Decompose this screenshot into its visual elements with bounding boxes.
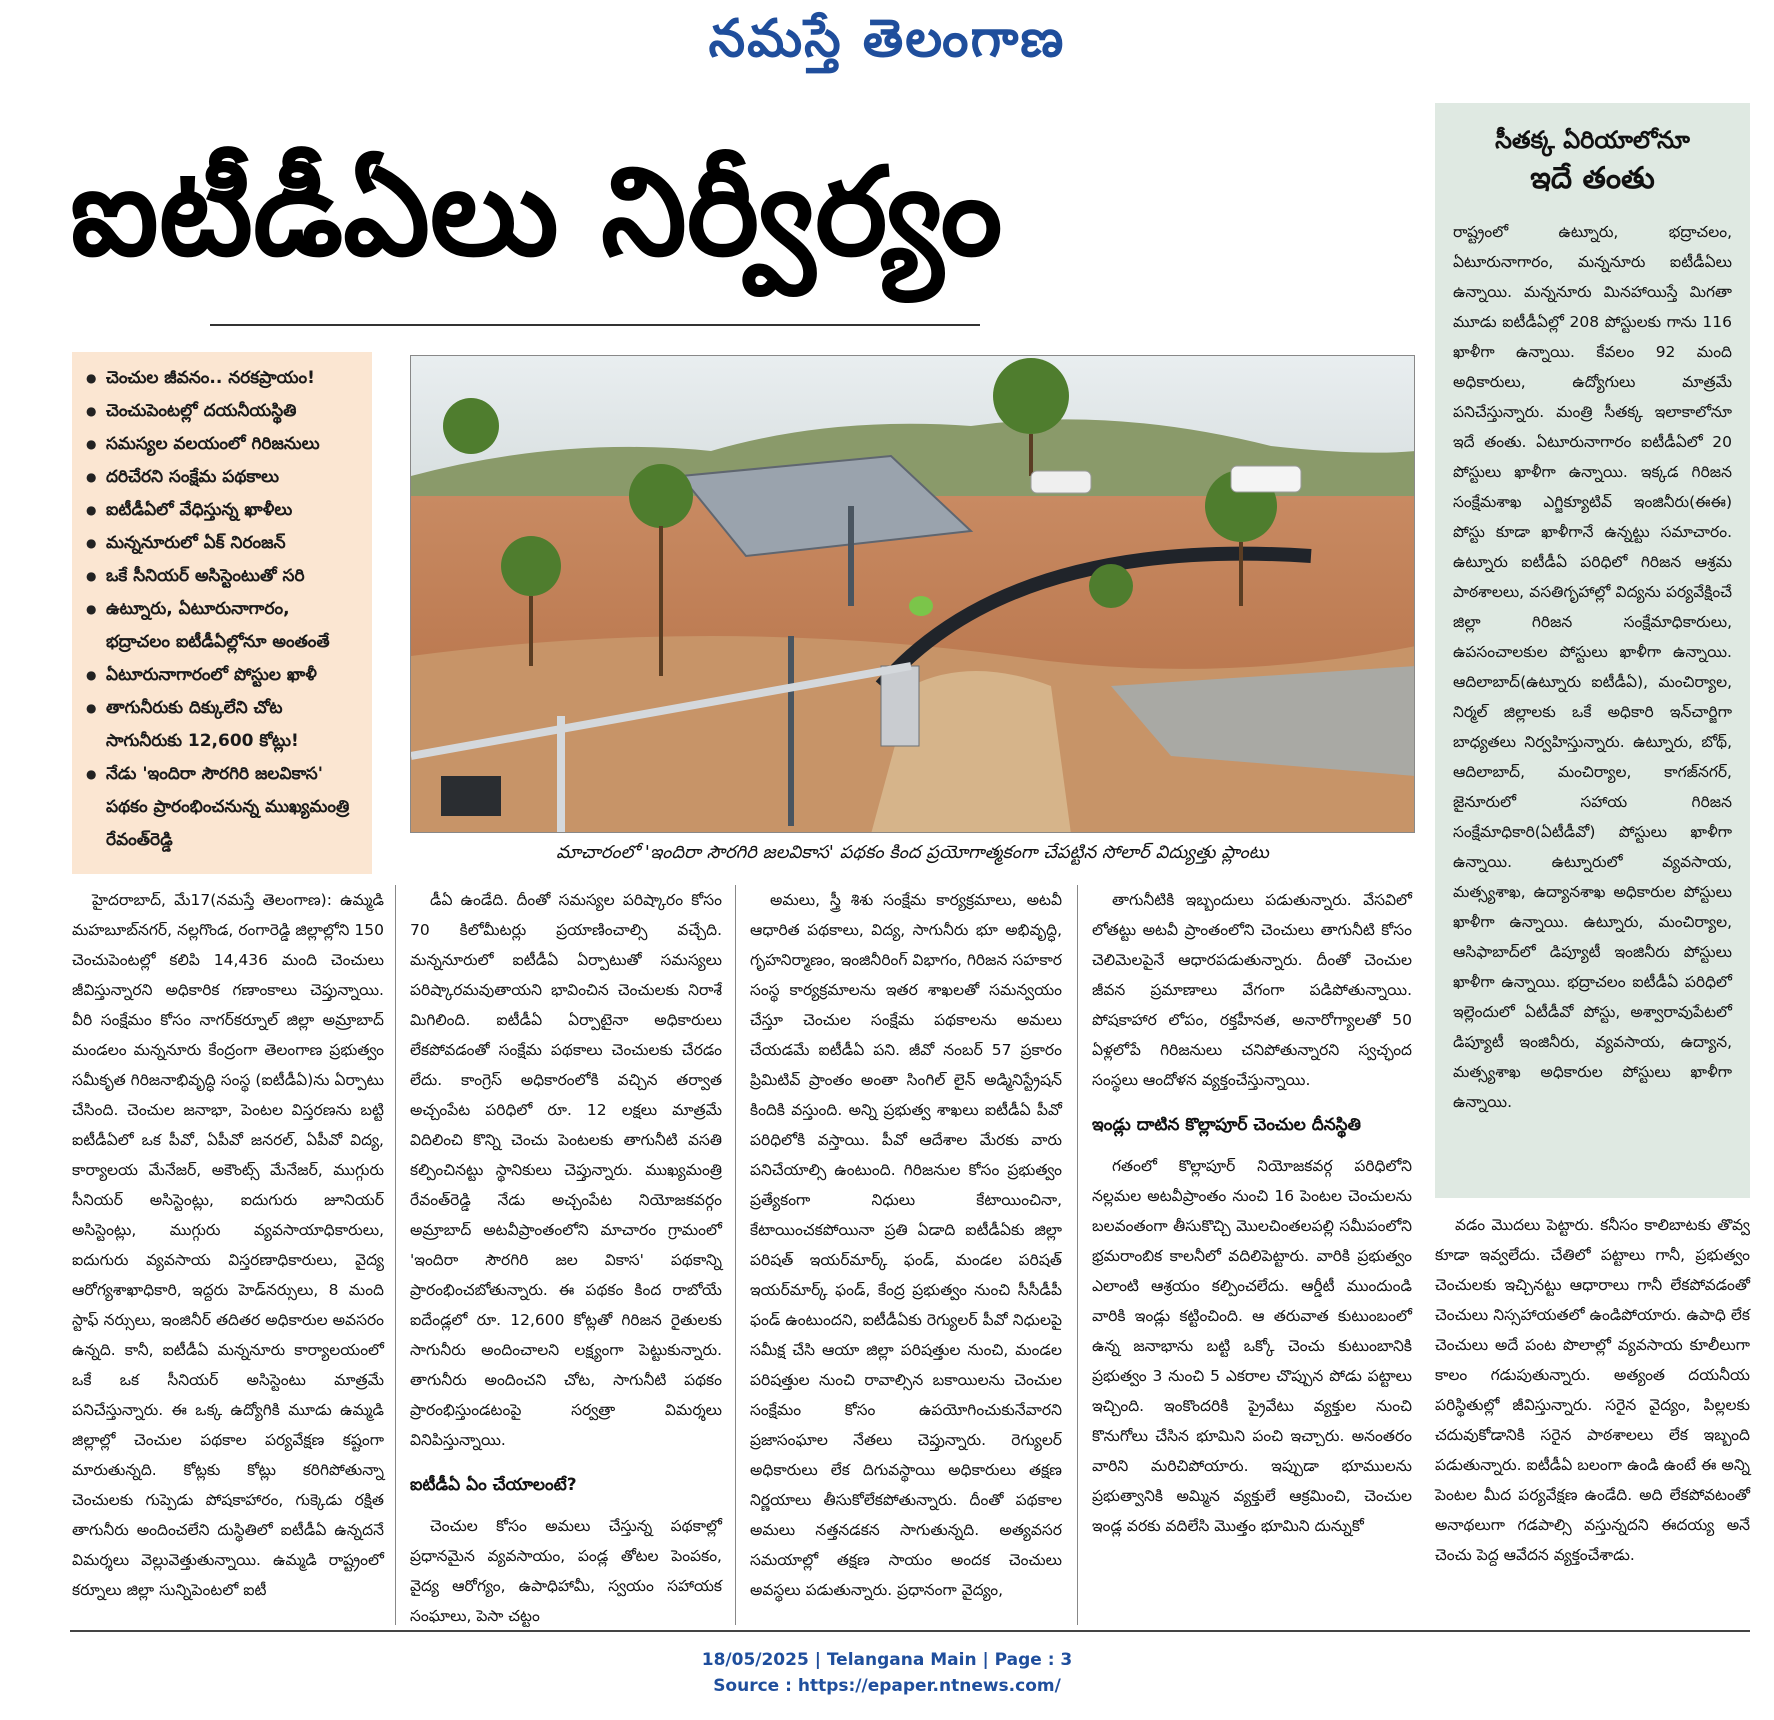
highlight-item: ● నేడు 'ఇందిరా సౌరగిరి జలవికాస' పథకం ప్రారంభించనున్న ముఖ్యమంత్రి రేవంత్‌రెడ్డి — [86, 758, 358, 857]
column-divider — [735, 885, 736, 1625]
sidebar-body: రాష్ట్రంలో ఉట్నూరు, భద్రాచలం, ఏటూరునాగారం, మన్ననూరు ఐటీడీఏలు ఉన్నాయి. మన్ననూరు మినహాయిస్తే మిగతా మూడు ఐటీడీఏల్లో 208 పోస్టులకు గాను 116 ఖాళీగా ఉన్నాయి. కేవలం 92 మంది అధికారులు, ఉద్యోగులు మాత్రమే పనిచేస్తున్నారు. మంత్రి సీతక్క ఇలాకాలోనూ ఇదే తంతు. ఏటూరునాగారం ఐటీడీఏలో 20 పోస్టులు ఖాళీగా ఉన్నాయి. ఇక్కడ గిరిజన సంక్షేమశాఖ ఎగ్జిక్యూటివ్ ఇంజినీరు(ఈఈ) పోస్టు కూడా ఖాళీగానే ఉన్నట్టు సమాచారం. ఉట్నూరు ఐటీడీఏ పరిధిలో గిరిజన ఆశ్రమ పాఠశాలలు, వసతిగృహాల్లో విద్యను పర్యవేక్షించే జిల్లా గిరిజన సంక్షేమాధికారులు, ఉపసంచాలకుల పోస్టులు ఖాళీగా ఉన్నాయి. ఆదిలాబాద్(ఉట్నూరు ఐటీడీఏ), మంచిర్యాల, నిర్మల్ జిల్లాలకు ఒకే అధికారి ఇన్‌చార్జిగా బాధ్యతలు నిర్వహిస్తున్నారు. ఉట్నూరు, బోథ్, ఆదిలాబాద్, మంచిర్యాల, కాగజ్‌నగర్, జైనూరులో సహాయ గిరిజన సంక్షేమాధికారి(ఏటీడీవో) పోస్టులు ఖాళీగా ఉన్నాయి. ఉట్నూరులో వ్యవసాయ, మత్స్యశాఖ, ఉద్యానశాఖ అధికారుల పోస్టులు ఖాళీగా ఉన్నాయి. ఉట్నూరు, మంచిర్యాల, ఆసిఫాబాద్‌లో డిప్యూటీ ఇంజినీరు పోస్టులు ఖాళీగా ఉన్నాయి. భద్రాచలం ఐటీడీఏ పరిధిలో ఇల్లెందులో ఏటీడీవో పోస్టు, అశ్వారావుపేటలో డిప్యూటీ ఇంజినీరు, వ్యవసాయ, ఉద్యాన, మత్స్యశాఖ అధికారుల పోస్టులు ఖాళీగా ఉన్నాయి. — [1453, 223, 1732, 1111]
article-paragraph: అమలు, స్త్రీ శిశు సంక్షేమ కార్యక్రమాలు, అటవీ ఆధారిత పథకాలు, విద్య, సాగునీరు భూ అభివృద్ధి, గృహనిర్మాణం, ఇంజినీరింగ్ విభాగం, గిరిజన సహకార సంస్థ కార్యక్రమాలను ఇతర శాఖలతో సమన్వయం చేస్తూ చెంచుల సంక్షేమ పథకాలను అమలు చేయడమే ఐటీడీఏ పని. జీవో నంబర్ 57 ప్రకారం ప్రిమిటివ్ ప్రాంతం అంతా సింగిల్ లైన్ అడ్మినిస్ట్రేషన్ కిందికి వస్తుంది. అన్ని ప్రభుత్వ శాఖలు ఐటీడీఏ పీవో పరిధిలోకి వస్తాయి. పీవో ఆదేశాల మేరకు వారు పనిచేయాల్సి ఉంటుంది. గిరిజనుల కోసం ప్రభుత్వం ప్రత్యేకంగా నిధులు కేటాయించినా, కేటాయించకపోయినా ప్రతి ఏడాది ఐటీడీఏకు జిల్లా పరిషత్ ఇయర్‌మార్క్ ఫండ్, మండల పరిషత్ ఇయర్‌మార్క్ ఫండ్, కేంద్ర ప్రభుత్వం నుంచి సీసీడీపీ ఫండ్ ఉంటుందని, ఐటీడీఏకు రెగ్యులర్ పీవో నిధులపై సమీక్ష చేసి ఆయా జిల్లా పరిషత్తుల నుంచి, మండల పరిషత్తుల నుంచి రావాల్సిన బకాయిలను చెంచుల సంక్షేమం కోసం ఉపయోగించుకునేవారని ప్రజాసంఘాల నేతలు చెప్తున్నారు. రెగ్యులర్ అధికారులు లేక దిగువస్థాయి అధికారులు తక్షణ నిర్ణయాలు తీసుకోలేకపోతున్నారు. దీంతో పథకాల అమలు నత్తనడకన సాగుతున్నది. అత్యవసర సమయాల్లో తక్షణ సాయం అందక చెంచులు అవస్థలు పడుతున్నారు. ప్రధానంగా వైద్యం, — [750, 891, 1062, 1599]
highlight-item: ● ఐటీడీఏలో వేధిస్తున్న ఖాళీలు — [86, 494, 358, 527]
article-paragraph: తాగునీటికి ఇబ్బందులు పడుతున్నారు. వేసవిలో లోతట్టు అటవీ ప్రాంతంలోని చెంచులు తాగునీటి కోసం చెలిమెలపైనే ఆధారపడుతున్నారు. దీంతో చెంచుల జీవన ప్రమాణాలు వేగంగా పడిపోతున్నాయి. పోషకాహార లోపం, రక్తహీనత, అనారోగ్యాలతో 50 ఏళ్లలోపే గిరిజనులు చనిపోతున్నారని స్వచ్ఛంద సంస్థలు ఆందోళన వ్యక్తంచేస్తున్నాయి. — [1092, 891, 1412, 1089]
footer-edition-info: 18/05/2025 | Telangana Main | Page : 3 — [701, 1650, 1073, 1670]
solar-plant-photo — [410, 355, 1415, 833]
article-subhead: ఐటీడీఏ ఏం చేయాలంటే? — [410, 1475, 577, 1495]
sidebar-kicker: సీతక్క ఏరియాలోనూ — [1495, 126, 1690, 154]
article-column-1 — [72, 885, 384, 1605]
headline-rule — [210, 324, 980, 326]
highlight-item: ● దరిచేరని సంక్షేమ పథకాలు — [86, 461, 358, 494]
highlights-box — [72, 352, 372, 874]
highlight-item: ● మన్ననూరులో ఏక్ నిరంజన్ — [86, 527, 358, 560]
article-column-4 — [1092, 885, 1412, 1541]
article-paragraph: చెంచుల కోసం అమలు చేస్తున్న పథకాల్లో ప్రధానమైన వ్యవసాయం, పండ్ల తోటల పెంపకం, వైద్య ఆరోగ్యం, ఉపాధిహామీ, స్వయం సహాయక సంఘాలు, పెసా చట్టం — [410, 1517, 722, 1625]
article-paragraph: వడం మొదలు పెట్టారు. కనీసం కాలిబాటకు తొవ్వ కూడా ఇవ్వలేదు. చేతిలో పట్టాలు గానీ, ప్రభుత్వం చెంచులకు ఇచ్చినట్టు ఆధారాలు గానీ లేకపోవడంతో చెంచులు నిస్సహాయతలో ఉండిపోయారు. ఉపాధి లేక చెంచులు అదే పంట పొలాల్లో వ్యవసాయ కూలీలుగా కాలం గడుపుతున్నారు. అత్యంత దయనీయ పరిస్థితుల్లో జీవిస్తున్నారు. సరైన వైద్యం, పిల్లలకు చదువుకోడానికి సరైన పాఠశాలలు లేక ఇబ్బంది పడుతున్నారు. ఐటీడీఏ బలంగా ఉండి ఉంటే ఈ అన్ని పెంటల మీద పర్యవేక్షణ ఉండేది. అది లేకపోవటంతో అనాథలుగా గడపాల్సి వస్తున్నదని ఈదయ్య అనే చెంచు పెద్ద ఆవేదన వ్యక్తంచేశాడు. — [1435, 1216, 1750, 1564]
column-divider — [1077, 885, 1078, 1625]
article-paragraph: హైదరాబాద్, మే17(నమస్తే తెలంగాణ): ఉమ్మడి మహబూబ్‌నగర్, నల్లగొండ, రంగారెడ్డి జిల్లాల్లోని 150 చెంచుపెంటల్లో కలిపి 14,436 మంది చెంచులు జీవిస్తున్నారని అధికారిక గణాంకాలు చెప్తున్నాయి. వీరి సంక్షేమం కోసం నాగర్‌కర్నూల్ జిల్లా అమ్రాబాద్ మండలం మన్ననూరు కేంద్రంగా తెలంగాణ ప్రభుత్వం సమీకృత గిరిజనాభివృద్ధి సంస్థ (ఐటీడీఏ)ను ఏర్పాటు చేసింది. చెంచుల జనాభా, పెంటల విస్తరణను బట్టి ఐటీడీఏలో ఒక పీవో, ఏపీవో జనరల్, ఏపీవో విద్య, కార్యాలయ మేనేజర్, అకౌంట్స్ మేనేజర్, ముగ్గురు సీనియర్ అసిస్టెంట్లు, ఐదుగురు జూనియర్ అసిస్టెంట్లు, ముగ్గురు వ్యవసాయాధికారులు, ఐదుగురు వ్యవసాయ విస్తరణాధికారులు, వైద్య ఆరోగ్యశాఖాధికారి, ఇద్దరు హెడ్‌నర్సులు, 8 మంది స్టాఫ్ నర్సులు, ఇంజినీర్ తదితర అధికారుల అవసరం ఉన్నది. కానీ, ఐటీడీఏ మన్ననూరు కార్యాలయంలో ఒకే ఒక సీనియర్ అసిస్టెంటు మాత్రమే పనిచేస్తున్నారు. ఈ ఒక్క ఉద్యోగికి మూడు ఉమ్మడి జిల్లాల్లో చెంచుల పథకాల పర్యవేక్షణ కష్టంగా మారుతున్నది. కోట్లకు కోట్లు కరిగిపోతున్నా చెంచులకు గుప్పెడు పోషకాహారం, గుక్కెడు రక్షిత తాగునీరు అందించలేని దుస్థితిలో ఐటీడీఏ ఉన్నదనే విమర్శలు వెల్లువెత్తుతున్నాయి. ఉమ్మడి రాష్ట్రంలో కర్నూలు జిల్లా సున్నిపెంటలో ఐటీ — [72, 891, 384, 1599]
sidebar-title: ఇదే తంతు — [1530, 161, 1655, 196]
sidebar-box — [1435, 103, 1750, 1198]
highlight-item: ● ఏటూరునాగారంలో పోస్టుల ఖాళీ — [86, 659, 358, 692]
highlight-item: ● చెంచుల జీవనం.. నరకప్రాయం! — [86, 362, 358, 395]
article-paragraph: గతంలో కొల్లాపూర్ నియోజకవర్గ పరిధిలోని నల్లమల అటవీప్రాంతం నుంచి 16 పెంటల చెంచులను బలవంతంగా తీసుకొచ్చి మొలచింతలపల్లి సమీపంలోని భ్రమరాంబిక కాలనీలో వదిలిపెట్టారు. వారికి ప్రభుత్వం ఎలాంటి ఆశ్రయం కల్పించలేదు. ఆర్డీటీ ముందుండి వారికి ఇండ్లు కట్టించింది. ఆ తరువాత కుటుంబంలో ఉన్న జనాభాను బట్టి ఒక్కో చెంచు కుటుంబానికి ప్రభుత్వం 3 నుంచి 5 ఎకరాల చొప్పున పోడు పట్టాలు ఇచ్చింది. ఇంకొందరికి ప్రైవేటు వ్యక్తుల నుంచి కొనుగోలు చేసిన భూమిని పంచి ఇచ్చారు. అనంతరం వారిని మరిచిపోయారు. ఇప్పుడా భూములను ప్రభుత్వానికి అమ్మిన వ్యక్తులే ఆక్రమించి, చెంచుల ఇండ్ల వరకు వదిలేసి మొత్తం భూమిని దున్నుకో — [1092, 1157, 1412, 1535]
highlight-item: ● సమస్యల వలయంలో గిరిజనులు — [86, 428, 358, 461]
article-paragraph: డీఏ ఉండేది. దీంతో సమస్యల పరిష్కారం కోసం 70 కిలోమీటర్లు ప్రయాణించాల్సి వచ్చేది. మన్ననూరులో ఐటీడీఏ ఏర్పాటుతో సమస్యలు పరిష్కారమవుతాయని భావించిన చెంచులకు నిరాశే మిగిలింది. ఐటీడీఏ ఏర్పాటైనా అధికారులు లేకపోవడంతో సంక్షేమ పథకాలు చెంచులకు చేరడం లేదు. కాంగ్రెస్ అధికారంలోకి వచ్చిన తర్వాత అచ్చంపేట పరిధిలో రూ. 12 లక్షలు మాత్రమే విదిలించి కొన్ని చెంచు పెంటలకు తాగునీటి వసతి కల్పించినట్టు స్థానికులు చెప్తున్నారు. ముఖ్యమంత్రి రేవంత్‌రెడ్డి నేడు అచ్చంపేట నియోజకవర్గం అమ్రాబాద్ అటవీప్రాంతంలోని మాచారం గ్రామంలో 'ఇందిరా సౌరగిరి జల వికాస' పథకాన్ని ప్రారంభించబోతున్నారు. ఈ పథకం కింద రాబోయే ఐదేండ్లలో రూ. 12,600 కోట్లతో గిరిజన రైతులకు సాగునీరు అందించాలని లక్ష్యంగా పెట్టుకున్నారు. తాగునీరు అందించని చోట, సాగునీటి పథకం ప్రారంభిస్తుండటంపై సర్వత్రా విమర్శలు వినిపిస్తున్నాయి. — [410, 891, 722, 1449]
article-column-2 — [410, 885, 722, 1631]
highlight-item: ● ఉట్నూరు, ఏటూరునాగారం, భద్రాచలం ఐటీడీఏల్లోనూ అంతంతే — [86, 593, 358, 659]
highlight-item: ● ఒకే సీనియర్ అసిస్టెంటుతో సరి — [86, 560, 358, 593]
highlight-item: ● చెంచుపెంటల్లో దయనీయస్థితి — [86, 395, 358, 428]
footer-source-link[interactable]: Source : https://epaper.ntnews.com/ — [713, 1676, 1061, 1696]
article-column-3 — [750, 885, 1062, 1605]
highlight-item: ● తాగునీరుకు దిక్కులేని చోట సాగునీరుకు 12,600 కోట్లు! — [86, 692, 358, 758]
masthead-logo: నమస్తే తెలంగాణ — [708, 8, 1066, 69]
main-headline: ఐటీడీఏలు నిర్వీర్యం — [70, 141, 1003, 283]
footer-rule — [70, 1630, 1750, 1632]
column-divider — [395, 885, 396, 1625]
article-subhead: ఇండ్లు దాటిన కొల్లాపూర్ చెంచుల దీనస్థితి — [1092, 1115, 1361, 1135]
article-column-5 — [1435, 1210, 1750, 1570]
photo-caption: మాచారంలో 'ఇందిరా సౌరగిరి జలవికాస' పథకం కింద ప్రయోగాత్మకంగా చేపట్టిన సోలార్ విద్యుత్తు ప్లాంటు — [556, 842, 1269, 863]
